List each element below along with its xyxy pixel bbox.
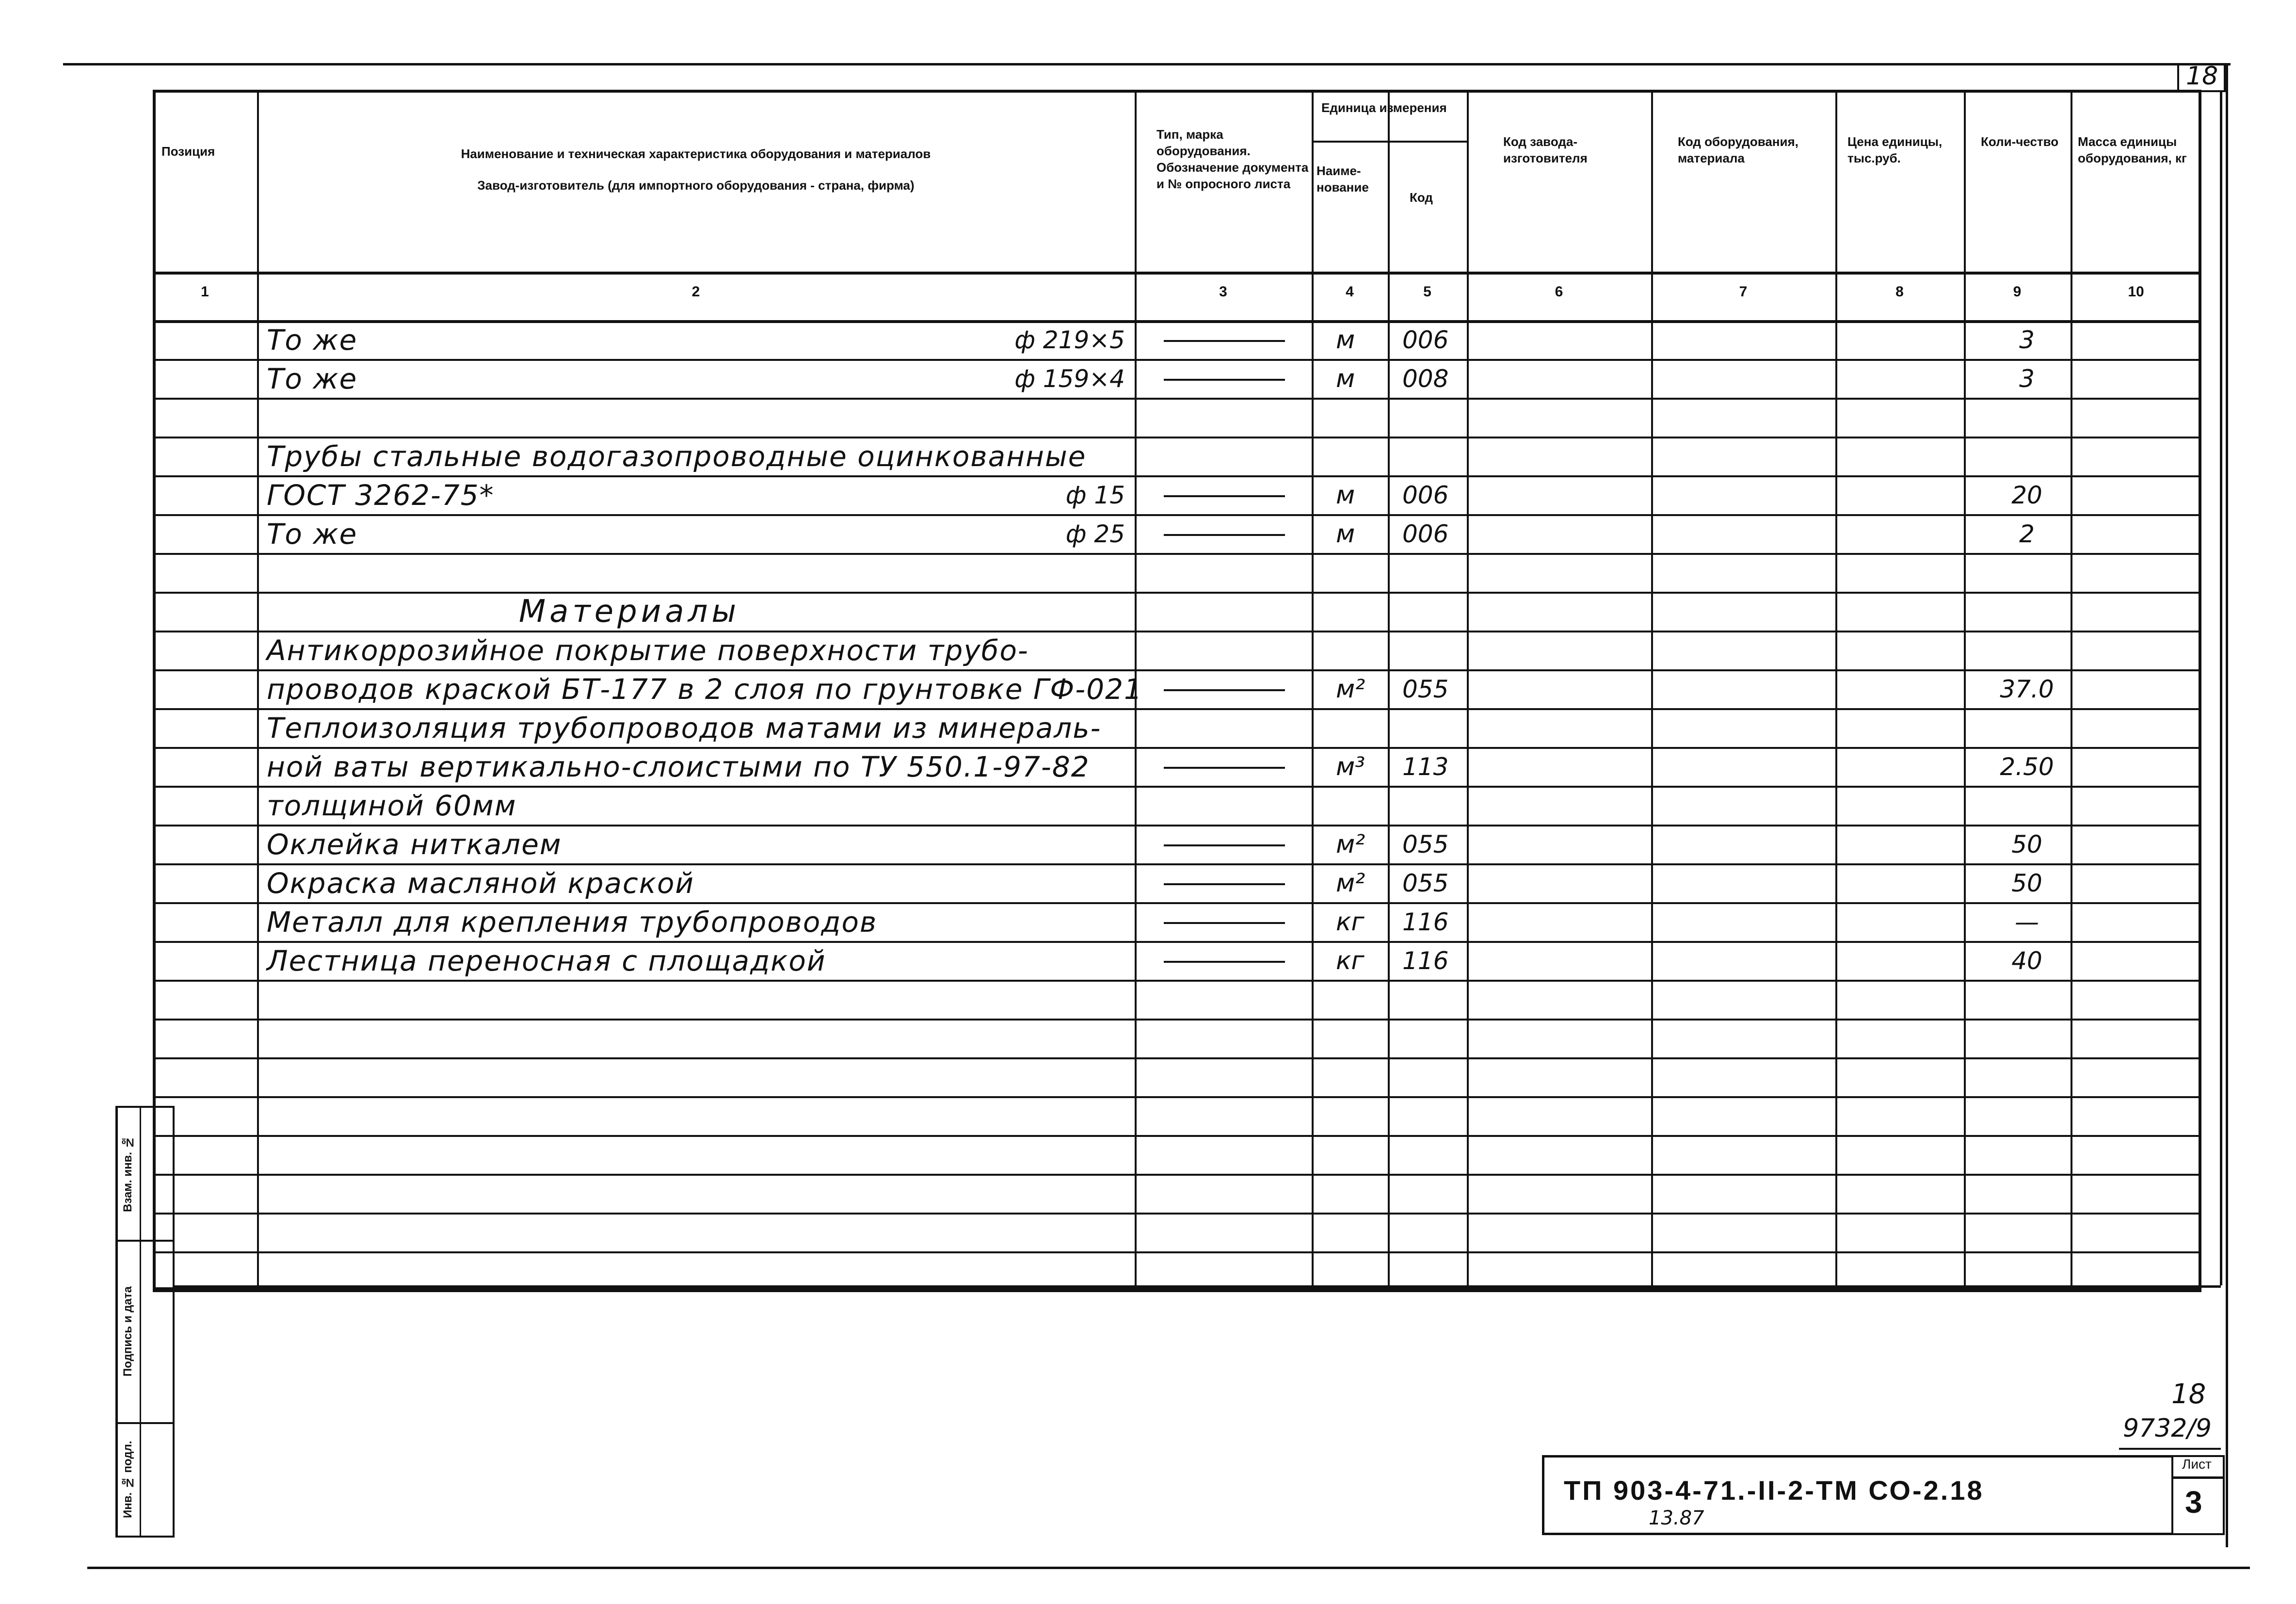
row-quantity: 40	[2011, 947, 2042, 975]
column-line-3	[1312, 90, 1314, 1290]
side-stamp-divider	[140, 1106, 141, 1538]
row-unit: м²	[1336, 830, 1365, 859]
footer-album-underline	[2119, 1448, 2221, 1450]
row-unit: м²	[1336, 675, 1365, 704]
side-stamp-inv-replace: Взам. инв. №	[121, 1135, 134, 1212]
column-number: 6	[1555, 284, 1563, 300]
row-line	[153, 902, 2201, 904]
header-unit-name: Наиме-нование	[1317, 163, 1369, 194]
row-line	[153, 631, 2201, 632]
side-stamp-inv-orig: Инв. № подл.	[121, 1441, 134, 1518]
row-line	[153, 437, 2201, 438]
row-quantity: 50	[2011, 869, 2042, 897]
row-quantity: 20	[2011, 481, 2042, 509]
column-line-1	[257, 90, 259, 1290]
column-number: 1	[201, 284, 209, 300]
row-line	[153, 1251, 2201, 1253]
row-line	[153, 359, 2201, 361]
row-code: 055	[1402, 869, 1449, 897]
specification-table	[153, 90, 2201, 1285]
row-line	[153, 747, 2201, 749]
header-factory-code: Код завода-изготовителя	[1503, 134, 1588, 165]
row-type-dash	[1164, 689, 1285, 691]
row-code: 113	[1402, 753, 1449, 781]
row-code: 116	[1402, 947, 1449, 975]
row-name: Лестница переносная с площадкой	[267, 944, 826, 977]
row-quantity: —	[2015, 908, 2039, 936]
row-code: 055	[1402, 830, 1449, 859]
row-line	[153, 1135, 2201, 1137]
row-type-dash	[1164, 534, 1285, 536]
row-line	[153, 980, 2201, 982]
row-name: То же	[267, 518, 358, 551]
table-right-edge	[2220, 92, 2222, 1285]
row-code: 006	[1402, 326, 1449, 354]
column-number: 4	[1346, 284, 1354, 300]
column-number: 2	[691, 284, 700, 300]
footer-album-code: 9732/9	[2123, 1414, 2212, 1443]
frame-right-line	[2226, 63, 2228, 1547]
row-type-dash	[1164, 767, 1285, 769]
row-name: Антикоррозийное покрытие поверхности трубо-	[267, 634, 1029, 667]
row-name: Теплоизоляция трубопроводов матами из минераль-	[267, 712, 1102, 745]
column-number: 7	[1739, 284, 1748, 300]
row-quantity: 2.50	[2000, 753, 2054, 781]
column-line-4	[1388, 90, 1390, 1290]
header-mass: Масса единицы оборудования, кг	[2078, 134, 2187, 165]
column-number: 8	[1895, 284, 1904, 300]
row-line	[153, 475, 2201, 477]
row-spec: ф 159×4	[1014, 365, 1125, 393]
row-type-dash	[1164, 379, 1285, 381]
row-line	[153, 1213, 2201, 1215]
row-spec: ф 25	[1065, 520, 1125, 548]
row-unit: м	[1336, 481, 1355, 510]
row-line	[153, 708, 2201, 710]
row-unit: кг	[1336, 907, 1365, 937]
row-line	[153, 786, 2201, 788]
frame-top-line	[63, 63, 2231, 65]
corner-sheet-number: 18	[2186, 62, 2218, 91]
header-unit-group: Единица измерения	[1321, 100, 1447, 115]
numbers-bottom-line	[153, 320, 2201, 323]
header-bottom-line	[153, 272, 2201, 275]
header-position: Позиция	[161, 144, 215, 159]
row-quantity: 3	[2019, 365, 2035, 393]
row-line	[153, 1019, 2201, 1021]
row-code: 055	[1402, 675, 1449, 703]
row-name: ГОСТ 3262-75*	[267, 479, 495, 512]
row-unit: м	[1336, 519, 1355, 549]
header-type: Тип, марка оборудования. Обозначение документа и № опросного листа	[1156, 127, 1309, 191]
row-line	[153, 398, 2201, 400]
row-type-dash	[1164, 495, 1285, 497]
column-number: 10	[2128, 284, 2144, 300]
sheet-number: 3	[2185, 1485, 2202, 1520]
column-line-5	[1467, 90, 1469, 1290]
doc-code: ТП 903-4-71.-II-2-ТМ СО-2.18	[1564, 1475, 1984, 1506]
column-line-8	[1964, 90, 1966, 1290]
row-type-dash	[1164, 961, 1285, 963]
row-name: толщиной 60мм	[267, 789, 517, 822]
row-type-dash	[1164, 883, 1285, 885]
row-quantity: 3	[2019, 326, 2035, 354]
row-name: ной ваты вертикально-слоистыми по ТУ 550.1-97-82	[267, 750, 1090, 783]
frame-bottom-line	[87, 1567, 2250, 1569]
row-line	[153, 825, 2201, 826]
row-type-dash	[1164, 922, 1285, 924]
row-name: проводов краской БТ-177 в 2 слоя по грунтовке ГФ-021	[267, 673, 1143, 706]
row-line	[153, 592, 2201, 594]
row-line	[153, 669, 2201, 671]
row-type-dash	[1164, 340, 1285, 342]
header-quantity: Коли-чество	[1981, 134, 2059, 149]
column-number: 9	[2013, 284, 2022, 300]
row-name: То же	[267, 324, 358, 356]
column-line-6	[1651, 90, 1653, 1290]
row-code: 006	[1402, 520, 1449, 548]
row-unit: м	[1336, 325, 1355, 355]
column-number: 3	[1219, 284, 1227, 300]
column-line-9	[2071, 90, 2072, 1290]
row-name: Трубы стальные водогазопроводные оцинкованные	[267, 440, 1087, 473]
side-stamp-sign-date: Подпись и дата	[121, 1286, 134, 1377]
header-name-line1: Наименование и техническая характеристика оборудования и материалов	[461, 146, 931, 161]
row-line	[153, 553, 2201, 555]
row-line	[153, 941, 2201, 943]
footer-page-number: 18	[2171, 1378, 2206, 1410]
row-code: 116	[1402, 908, 1449, 936]
header-name-line2: Завод-изготовитель (для импортного оборудования - страна, фирма)	[477, 178, 915, 193]
unit-group-line	[1312, 141, 1467, 143]
column-number: 5	[1423, 284, 1431, 300]
header-unit-code: Код	[1410, 190, 1433, 205]
doc-sub-number: 13.87	[1649, 1507, 1704, 1529]
header-material-code: Код оборудования, материала	[1678, 134, 1798, 165]
row-unit: м	[1336, 364, 1355, 393]
row-code: 006	[1402, 481, 1449, 509]
row-name: Окраска масляной краской	[267, 867, 695, 900]
row-spec: ф 15	[1065, 481, 1125, 509]
row-code: 008	[1402, 365, 1449, 393]
row-line	[153, 1096, 2201, 1098]
row-quantity: 37.0	[2000, 675, 2054, 703]
row-type-dash	[1164, 844, 1285, 846]
row-name: Металл для крепления трубопроводов	[267, 906, 878, 939]
row-line	[153, 514, 2201, 516]
row-quantity: 50	[2011, 830, 2042, 859]
column-line-7	[1835, 90, 1837, 1290]
row-unit: м²	[1336, 869, 1365, 898]
row-spec: ф 219×5	[1014, 326, 1125, 354]
row-line	[153, 1290, 2201, 1292]
row-name: То же	[267, 362, 358, 395]
row-line	[153, 1057, 2201, 1059]
sheet-label: Лист	[2182, 1457, 2212, 1472]
section-heading: Материалы	[519, 594, 740, 630]
row-unit: м³	[1336, 752, 1365, 781]
table-bottom-line	[175, 1285, 2221, 1288]
header-price: Цена единицы, тыс.руб.	[1847, 134, 1943, 165]
row-unit: кг	[1336, 946, 1365, 975]
row-line	[153, 863, 2201, 865]
row-name: Оклейка ниткалем	[267, 828, 562, 861]
row-line	[153, 1174, 2201, 1176]
row-quantity: 2	[2019, 520, 2035, 548]
